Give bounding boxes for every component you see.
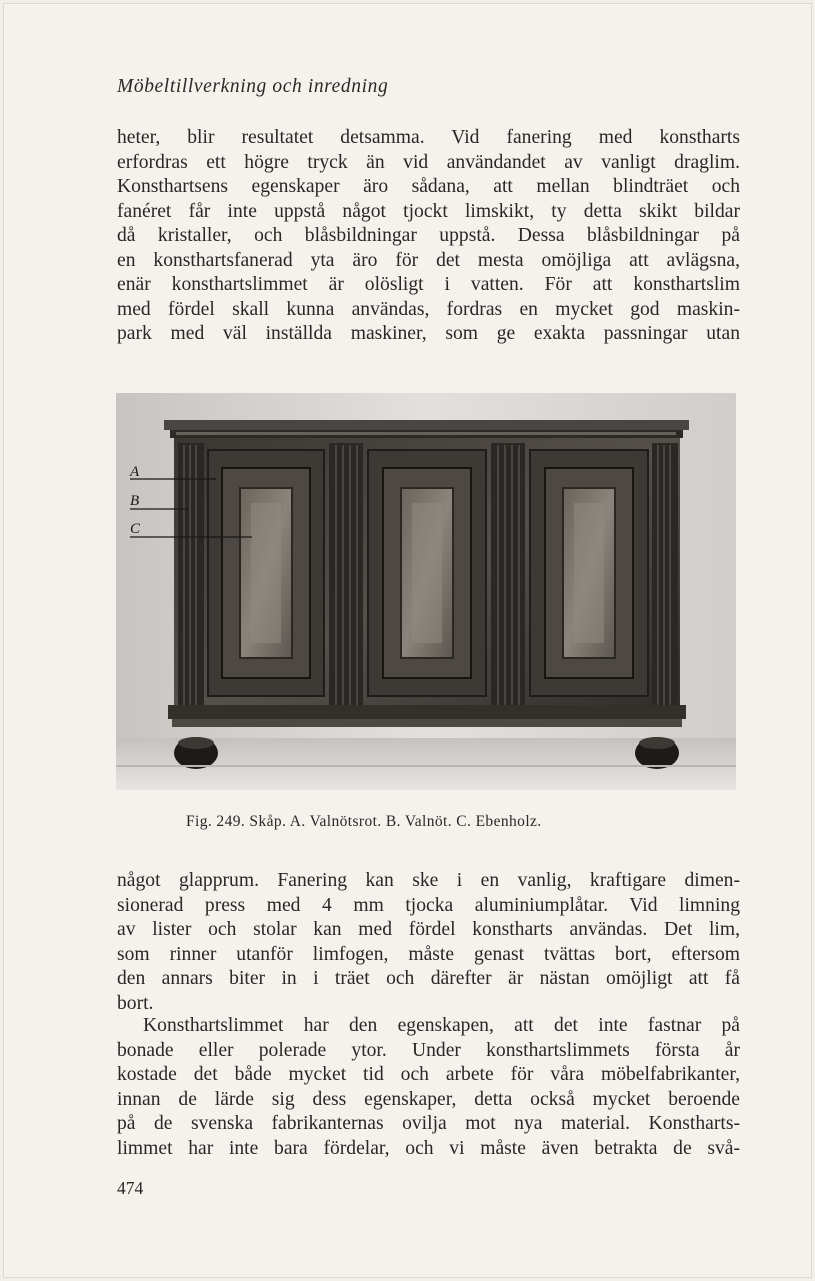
text-line: med fördel skall kunna användas, fordras en mycket god maskin- (117, 298, 740, 320)
text-line: på de svenska fabrikanternas ovilja mot nya material. Konstharts- (117, 1113, 740, 1134)
text-line: kostade det både mycket tid och arbete för våra möbelfabrikanter, (117, 1064, 740, 1085)
text-line: något glapprum. Fanering kan ske i en vanlig, kraftigare dimen- (117, 870, 740, 891)
figure-caption: Fig. 249. Skåp. A. Valnötsrot. B. Valnöt. C. Ebenholz. (186, 813, 542, 830)
paragraph-3 (117, 1014, 740, 1161)
text-line: bonade eller polerade ytor. Under konsthartslimmets första år (117, 1039, 740, 1061)
paragraph-1 (117, 126, 740, 347)
text-line: Konsthartslimmet har den egenskapen, att det inte fastnar på (143, 1015, 740, 1036)
text-line: av lister och stolar kan med fördel konstharts användas. Det lim, (117, 919, 740, 940)
text-line: som rinner utanför limfogen, måste genast tvättas bort, eftersom (117, 943, 740, 965)
text-line: limmet har inte bara fördelar, och vi måste även betrakta de svå- (117, 1137, 740, 1159)
running-head: Möbeltillverkning och inredning (117, 76, 389, 97)
label-a: A (130, 464, 140, 480)
text-line: då kristaller, och blåsbildningar uppstå. Dessa blåsbildningar på (117, 225, 740, 246)
label-c: C (130, 521, 141, 537)
paragraph-2 (117, 869, 740, 1016)
text-line: bort. (117, 992, 154, 1014)
label-b: B (130, 493, 140, 509)
cabinet-photograph (116, 393, 736, 790)
cabinet-illustration (116, 393, 736, 790)
text-line: enär konsthartslimmet är olösligt i vatten. För att konsthartslim (117, 274, 740, 295)
page-number: 474 (117, 1178, 144, 1198)
text-line: park med väl inställda maskiner, som ge exakta passningar utan (117, 323, 740, 344)
text-line: Konsthartsens egenskaper äro sådana, att mellan blindträet och (117, 176, 740, 197)
text-line: heter, blir resultatet detsamma. Vid fanering med konstharts (117, 127, 740, 148)
text-line: sionerad press med 4 mm tjocka aluminiumplåtar. Vid limning (117, 894, 740, 916)
text-line: fanéret får inte uppstå något tjockt limskikt, ty detta skikt bildar (117, 200, 740, 222)
text-line: erfordras ett högre tryck än vid användandet av vanligt draglim. (117, 151, 740, 173)
text-line: innan de lärde sig dess egenskaper, detta också mycket beroende (117, 1088, 740, 1110)
text-line: en konsthartsfanerad yta äro för det mesta omöjliga att avlägsna, (117, 249, 740, 271)
text-line: den annars biter in i träet och därefter är nästan omöjligt att få (117, 968, 740, 989)
